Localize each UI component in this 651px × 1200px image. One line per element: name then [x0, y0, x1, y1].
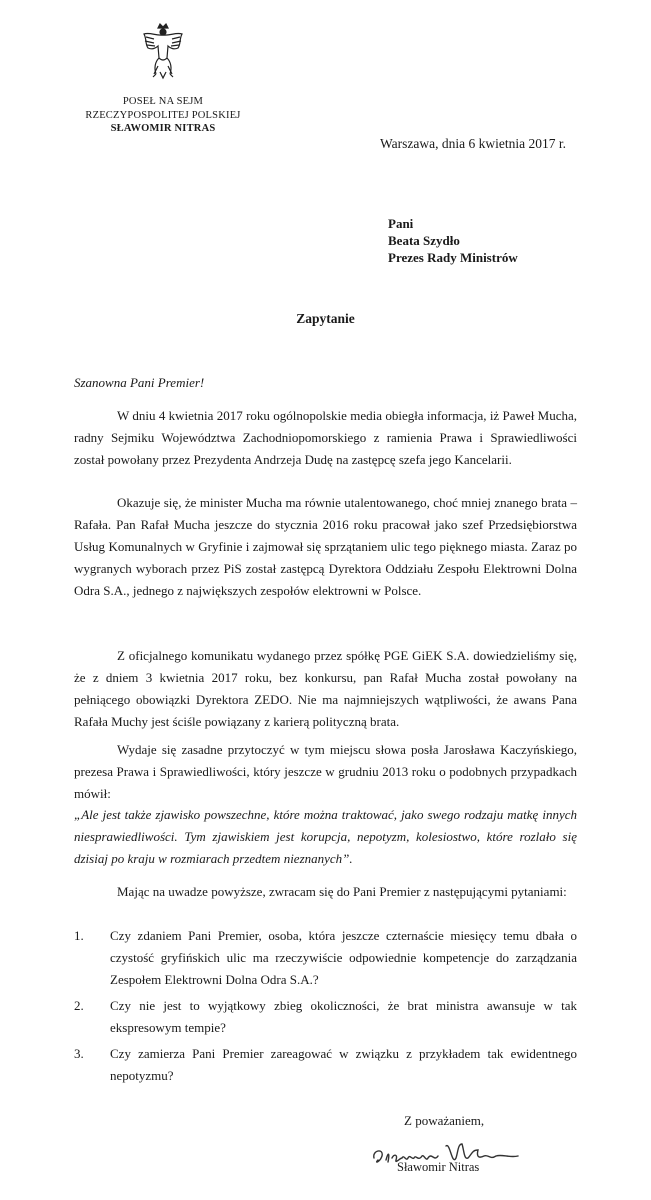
quote-paragraph: „Ale jest także zjawisko powszechne, które można traktować, jako swego rodzaju matkę innych niesprawiedliwości. Tym zjawiskiem jest korupcja, nepotyzm, kolesiostwo, które rozlało się dzisiaj po kraju w rozmiarach przedtem nieznanych”. [74, 807, 577, 866]
list-text: Czy nie jest to wyjątkowy zbieg okoliczności, że brat ministra awansuje w tak ekspresowym tempie? [110, 998, 577, 1035]
list-item [74, 1043, 577, 1087]
letterhead-line: POSEŁ NA SEJM [122, 96, 204, 107]
letter-subject: Zapytanie [296, 311, 355, 326]
list-item [74, 995, 577, 1039]
list-number: 3. [74, 1046, 84, 1061]
eagle-emblem-icon [140, 22, 186, 82]
list-text: Czy zamierza Pani Premier zareagować w związku z przykładem tak ewidentnego nepotyzmu? [110, 1046, 577, 1083]
list-text: Czy zdaniem Pani Premier, osoba, która jeszcze czternaście miesięcy temu dbała o czystość gryfińskich ulic ma rzeczywiście odpowiednie kompetencje do zarządzania Zespołem Elektrowni Dolna Odra S.A.? [110, 928, 577, 987]
letter-date: Warszawa, dnia 6 kwietnia 2017 r. [380, 136, 566, 151]
salutation: Szanowna Pani Premier! [74, 375, 205, 390]
list-number: 1. [74, 928, 84, 943]
letterhead-line: RZECZYPOSPOLITEJ POLSKIEJ [85, 109, 241, 121]
questions-intro: Mając na uwadze powyższe, zwracam się do Pani Premier z następującymi pytaniami: [117, 884, 567, 899]
closing: Z poważaniem, [404, 1113, 485, 1128]
list-item [74, 925, 577, 991]
body-paragraph: Okazuje się, że minister Mucha ma równie utalentowanego, choć mniej znanego brata – Rafała. Pan Rafał Mucha jeszcze do stycznia 2016 roku pracował jako szef Przedsiębiorstwa Usług Komunalnych w Gryfinie i zajmował się sprzątaniem ulic tego pięknego miasta. Zaraz po wygranych wyborach przez PiS został zastępcą Dyrektora Oddziału Zespołu Elektrowni Dolna Odra S.A., jednego z największych zespołów elektrowni w Polsce. [74, 495, 577, 598]
letterhead [62, 95, 264, 136]
questions-list [74, 925, 577, 1091]
list-number: 2. [74, 998, 84, 1013]
addressee-name: Beata Szydło [388, 233, 460, 248]
letterhead-name: SŁAWOMIR NITRAS [110, 123, 216, 134]
body-paragraph: W dniu 4 kwietnia 2017 roku ogólnopolskie media obiegła informacja, iż Paweł Mucha, radny Sejmiku Województwa Zachodniopomorskiego z ramienia Prawa i Sprawiedliwości został powołany przez Prezydenta Andrzeja Dudę na zastępcę szefa jego Kancelarii. [74, 408, 577, 467]
addressee-line: Pani [388, 216, 414, 231]
addressee-block [388, 215, 518, 266]
addressee-title: Prezes Rady Ministrów [388, 250, 518, 265]
body-paragraph: Z oficjalnego komunikatu wydanego przez spółkę PGE GiEK S.A. dowiedzieliśmy się, że z dniem 3 kwietnia 2017 roku, bez konkursu, pan Rafał Mucha został powołany na pełniącego obowiązki Dyrektora ZEDO. Nie ma najmniejszych wątpliwości, że awans Pana Rafała Muchy jest ściśle powiązany z karierą polityczną brata. [74, 648, 577, 729]
body-paragraph: Wydaje się zasadne przytoczyć w tym miejscu słowa posła Jarosława Kaczyńskiego, prezesa Prawa i Sprawiedliwości, który jeszcze w grudniu 2013 roku o podobnych przypadkach mówił: [74, 742, 577, 801]
signer-name: Sławomir Nitras [397, 1160, 480, 1174]
